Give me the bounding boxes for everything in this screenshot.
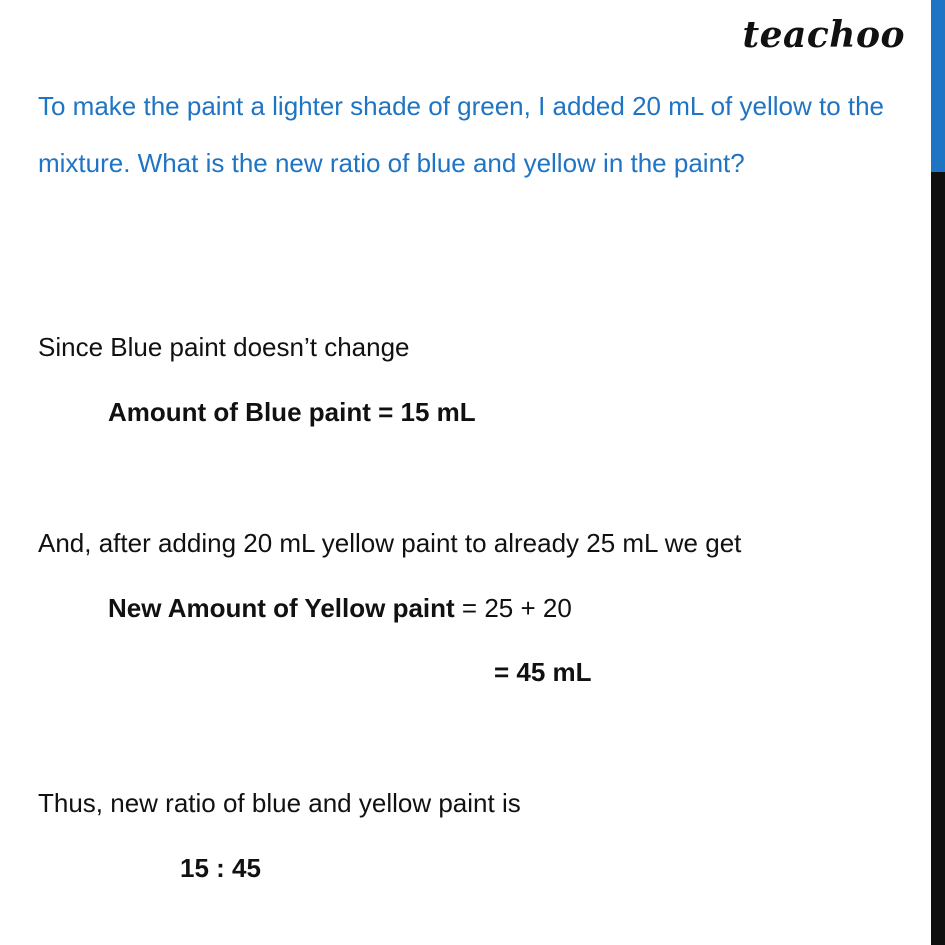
solution-line-blue-unchanged: Since Blue paint doesn’t change bbox=[38, 332, 410, 362]
ratio-answer: 15 : 45 bbox=[180, 853, 261, 883]
blue-amount-statement: Amount of Blue paint = 15 mL bbox=[108, 397, 476, 427]
yellow-amount-equation bbox=[108, 593, 572, 624]
solution-line-adding-yellow: And, after adding 20 mL yellow paint to already 25 mL we get bbox=[38, 528, 742, 558]
side-bar-accent bbox=[931, 0, 945, 172]
solution-line-new-ratio: Thus, new ratio of blue and yellow paint is bbox=[38, 788, 521, 818]
yellow-amount-result: = 45 mL bbox=[494, 657, 592, 687]
yellow-amount-expression: = 25 + 20 bbox=[454, 593, 572, 623]
teachoo-logo: teachoo bbox=[742, 14, 905, 56]
question-text: To make the paint a lighter shade of green, I added 20 mL of yellow to the mixture. What is the new ratio of blue and yellow in the paint? bbox=[38, 91, 885, 178]
yellow-amount-label: New Amount of Yellow paint bbox=[108, 593, 455, 623]
